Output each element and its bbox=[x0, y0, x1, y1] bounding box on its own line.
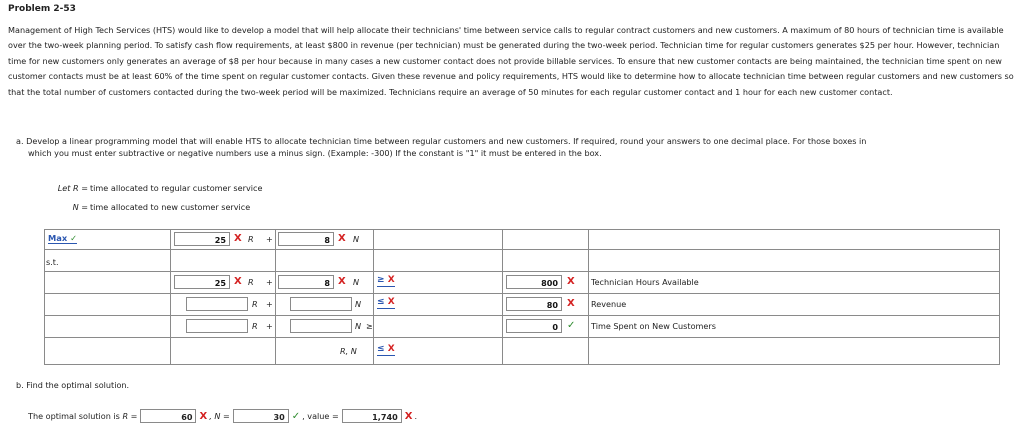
constraint-2-rhs-input[interactable]: 80 bbox=[506, 297, 562, 311]
definition-n-text: time allocated to new customer service bbox=[90, 202, 251, 212]
definition-r-lhs: Let R = bbox=[57, 183, 88, 193]
var-r-label: R bbox=[248, 277, 254, 287]
constraint-3-coef-n-input[interactable] bbox=[290, 319, 352, 333]
plus-sign: + bbox=[266, 299, 273, 309]
var-n-label: N bbox=[355, 321, 362, 331]
x-icon: X bbox=[387, 344, 395, 354]
nonneg-sign-select[interactable] bbox=[377, 344, 395, 356]
plus-sign: + bbox=[266, 234, 273, 244]
grid-line bbox=[44, 315, 1000, 316]
x-icon: X bbox=[234, 276, 242, 287]
check-icon: ✓ bbox=[291, 410, 301, 422]
end-period: . bbox=[414, 411, 418, 421]
objective-type-select[interactable] bbox=[48, 233, 77, 244]
definition-n bbox=[48, 198, 262, 217]
x-icon: X bbox=[338, 233, 346, 244]
part-a-line-1: a. Develop a linear programming model that will enable HTS to allocate technician time between regular customers and new customers. If required, round your answers to one decimal place. For those boxes in bbox=[16, 136, 867, 146]
grid-line bbox=[44, 229, 1000, 230]
objective-coef-n-input[interactable]: 8 bbox=[278, 232, 334, 246]
constraint-1-coef-n-input[interactable]: 8 bbox=[278, 275, 334, 289]
var-r-label: R bbox=[248, 234, 254, 244]
x-icon: X bbox=[404, 410, 413, 422]
constraint-2-sign: ≤ bbox=[377, 297, 385, 307]
grid-line bbox=[502, 229, 503, 365]
optimal-solution-prefix: The optimal solution is bbox=[28, 411, 120, 421]
subject-to-label: s.t. bbox=[46, 257, 59, 267]
variable-definitions bbox=[48, 179, 262, 217]
grid-line bbox=[588, 229, 589, 365]
lp-model-table bbox=[44, 229, 1000, 365]
constraint-1-coef-r-input[interactable]: 25 bbox=[174, 275, 230, 289]
x-icon: X bbox=[567, 276, 575, 287]
objective-coef-r-input[interactable]: 25 bbox=[174, 232, 230, 246]
r-label: R = bbox=[122, 411, 138, 421]
definition-r bbox=[48, 179, 262, 198]
nonneg-sign: ≤ bbox=[377, 344, 385, 354]
n-label: , N = bbox=[209, 411, 230, 421]
problem-title: Problem 2-53 bbox=[8, 4, 76, 14]
part-a-instructions bbox=[16, 136, 1016, 159]
constraint-1-rhs-input[interactable]: 800 bbox=[506, 275, 562, 289]
constraint-2-label: Revenue bbox=[591, 299, 627, 309]
x-icon: X bbox=[387, 275, 395, 285]
constraint-1-sign: ≥ bbox=[377, 275, 385, 285]
x-icon: X bbox=[387, 297, 395, 307]
grid-line bbox=[44, 364, 1000, 365]
definition-n-lhs: N = bbox=[72, 202, 88, 212]
x-icon: X bbox=[199, 410, 208, 422]
constraint-3-coef-r-input[interactable] bbox=[186, 319, 248, 333]
grid-line bbox=[44, 293, 1000, 294]
check-icon: ✓ bbox=[567, 320, 576, 331]
objective-type-label: Max bbox=[48, 233, 68, 243]
grid-line bbox=[275, 229, 276, 365]
optimal-r-input[interactable]: 60 bbox=[140, 409, 196, 423]
x-icon: X bbox=[234, 233, 242, 244]
part-a-line-2: which you must enter subtractive or negative numbers use a minus sign. (Example: -300) If the constant is "1" it must be entered in the box. bbox=[28, 147, 602, 158]
var-r-label: R bbox=[252, 321, 258, 331]
constraint-2-sign-select[interactable] bbox=[377, 297, 395, 309]
value-label: , value = bbox=[302, 411, 339, 421]
constraint-2-coef-r-input[interactable] bbox=[186, 297, 248, 311]
constraint-1-label: Technician Hours Available bbox=[591, 277, 699, 287]
optimal-value-input[interactable]: 1,740 bbox=[342, 409, 402, 423]
grid-line bbox=[999, 229, 1000, 365]
var-r-label: R bbox=[252, 299, 258, 309]
grid-line bbox=[44, 229, 45, 365]
constraint-2-coef-n-input[interactable] bbox=[290, 297, 352, 311]
definition-r-text: time allocated to regular customer service bbox=[90, 183, 263, 193]
nonneg-vars-label: R, N bbox=[340, 346, 357, 356]
x-icon: X bbox=[567, 298, 575, 309]
optimal-solution-row bbox=[28, 408, 417, 424]
constraint-3-rhs-input[interactable]: 0 bbox=[506, 319, 562, 333]
grid-line bbox=[44, 249, 1000, 250]
check-icon: ✓ bbox=[70, 233, 78, 243]
var-n-label: N bbox=[355, 299, 362, 309]
grid-line bbox=[44, 337, 1000, 338]
constraint-1-sign-select[interactable] bbox=[377, 275, 395, 287]
constraint-3-sign-select[interactable]: ≥ bbox=[366, 321, 373, 331]
constraint-3-label: Time Spent on New Customers bbox=[591, 321, 716, 331]
grid-line bbox=[170, 229, 171, 365]
problem-description: Management of High Tech Services (HTS) would like to develop a model that will help allocate their technicians' time between service calls to regular contract customers and new customers. A maximum of 80 hours of technician time is available over the two-week planning period. To satisfy cash flow requirements, at least $800 in revenue (per technician) must be generated during the two-week period. Technician time for regular customers generates $25 per hour. However, technician time for new customers only generates an average of $8 per hour because in many cases a new customer contact does not provide billable services. To ensure that new customer contacts are being maintained, the technician time spent on new customer contacts must be at least 60% of the time spent on regular customer contacts. Given these revenue and policy requirements, HTS would like to determine how to allocate technician time between regular customers and new customers so that the total number of customers contacted during the two-week period will be maximized. Technicians require an average of 50 minutes for each regular customer contact and 1 hour for each new customer contact. bbox=[8, 25, 1014, 97]
plus-sign: + bbox=[266, 277, 273, 287]
var-n-label: N bbox=[353, 234, 360, 244]
plus-sign: + bbox=[266, 321, 273, 331]
grid-line bbox=[44, 271, 1000, 272]
grid-line bbox=[373, 229, 374, 365]
part-b-heading: b. Find the optimal solution. bbox=[16, 380, 130, 390]
optimal-n-input[interactable]: 30 bbox=[233, 409, 289, 423]
x-icon: X bbox=[338, 276, 346, 287]
var-n-label: N bbox=[353, 277, 360, 287]
